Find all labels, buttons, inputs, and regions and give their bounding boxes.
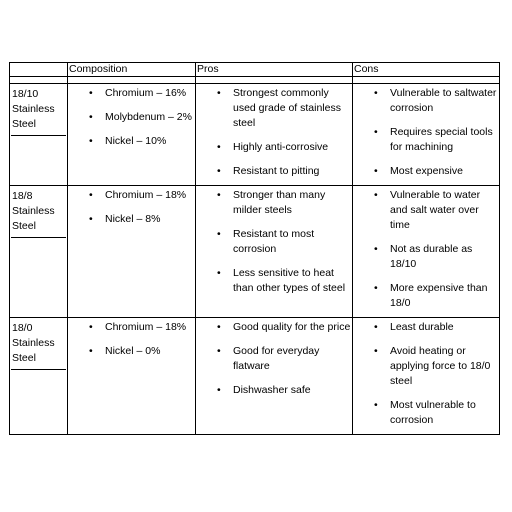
pros-item: • Strongest commonly used grade of stainless steel xyxy=(217,87,341,129)
bullet-icon: • xyxy=(217,384,221,396)
cons-item: • Most vulnerable to corrosion xyxy=(374,399,476,426)
pros-item: • Good for everyday flatware xyxy=(217,345,320,372)
bullet-icon: • xyxy=(89,87,93,99)
composition-item: • Nickel – 0% xyxy=(89,345,161,357)
table-row xyxy=(10,318,500,435)
bullet-icon: • xyxy=(374,345,378,357)
pros-item: • Dishwasher safe xyxy=(217,384,311,396)
pros-cell xyxy=(196,84,353,186)
cons-item: • Avoid heating or applying force to 18/0 steel xyxy=(374,345,491,387)
composition-item: • Nickel – 8% xyxy=(89,213,161,225)
bullet-icon: • xyxy=(374,321,378,333)
cons-cell xyxy=(353,84,500,186)
bullet-icon: • xyxy=(89,111,93,123)
pros-cell xyxy=(196,186,353,318)
pros-item: • Highly anti-corrosive xyxy=(217,141,329,153)
composition-cell xyxy=(68,186,196,318)
bullet-icon: • xyxy=(217,189,221,201)
bullet-icon: • xyxy=(89,213,93,225)
bullet-icon: • xyxy=(89,321,93,333)
cons-item: • More expensive than 18/0 xyxy=(374,282,488,309)
cons-cell xyxy=(353,318,500,435)
bullet-icon: • xyxy=(217,141,221,153)
header-composition: Composition xyxy=(68,63,196,77)
pros-cell xyxy=(196,318,353,435)
composition-item: • Chromium – 18% xyxy=(89,189,187,201)
cons-item: • Vulnerable to saltwater corrosion xyxy=(374,87,497,114)
cons-item: • Least durable xyxy=(374,321,454,333)
comparison-table xyxy=(9,62,500,435)
header-cons: Cons xyxy=(353,63,500,77)
composition-item: • Chromium – 16% xyxy=(89,87,187,99)
bullet-icon: • xyxy=(374,399,378,411)
cons-cell xyxy=(353,186,500,318)
bullet-icon: • xyxy=(217,228,221,240)
table-row xyxy=(10,186,500,318)
composition-cell xyxy=(68,318,196,435)
composition-cell xyxy=(68,84,196,186)
bullet-icon: • xyxy=(217,267,221,279)
spacer-row xyxy=(10,77,500,84)
steel-name-cell xyxy=(10,318,68,435)
bullet-icon: • xyxy=(374,243,378,255)
bullet-icon: • xyxy=(374,87,378,99)
pros-item: • Resistant to pitting xyxy=(217,165,320,177)
steel-name: 18/0 Stainless Steel xyxy=(11,320,66,370)
header-pros: Pros xyxy=(196,63,353,77)
steel-name: 18/8 Stainless Steel xyxy=(11,188,66,238)
bullet-icon: • xyxy=(217,321,221,333)
cons-item: • Vulnerable to water and salt water over time xyxy=(374,189,481,231)
pros-item: • Good quality for the price xyxy=(217,321,351,333)
bullet-icon: • xyxy=(89,345,93,357)
steel-name-cell xyxy=(10,186,68,318)
bullet-icon: • xyxy=(217,345,221,357)
bullet-icon: • xyxy=(89,135,93,147)
steel-name-cell xyxy=(10,84,68,186)
bullet-icon: • xyxy=(217,165,221,177)
composition-item: • Molybdenum – 2% xyxy=(89,111,192,123)
cons-item: • Not as durable as 18/10 xyxy=(374,243,473,270)
table-row xyxy=(10,84,500,186)
pros-item: • Less sensitive to heat than other types of steel xyxy=(217,267,346,294)
bullet-icon: • xyxy=(374,282,378,294)
pros-item: • Stronger than many milder steels xyxy=(217,189,326,216)
header-row xyxy=(10,63,500,77)
bullet-icon: • xyxy=(374,189,378,201)
bullet-icon: • xyxy=(374,165,378,177)
cons-item: • Most expensive xyxy=(374,165,463,177)
composition-item: • Chromium – 18% xyxy=(89,321,187,333)
bullet-icon: • xyxy=(89,189,93,201)
header-empty xyxy=(10,63,68,77)
pros-item: • Resistant to most corrosion xyxy=(217,228,315,255)
steel-name: 18/10 Stainless Steel xyxy=(11,86,66,136)
composition-item: • Nickel – 10% xyxy=(89,135,167,147)
bullet-icon: • xyxy=(374,126,378,138)
bullet-icon: • xyxy=(217,87,221,99)
cons-item: • Requires special tools for machining xyxy=(374,126,493,153)
